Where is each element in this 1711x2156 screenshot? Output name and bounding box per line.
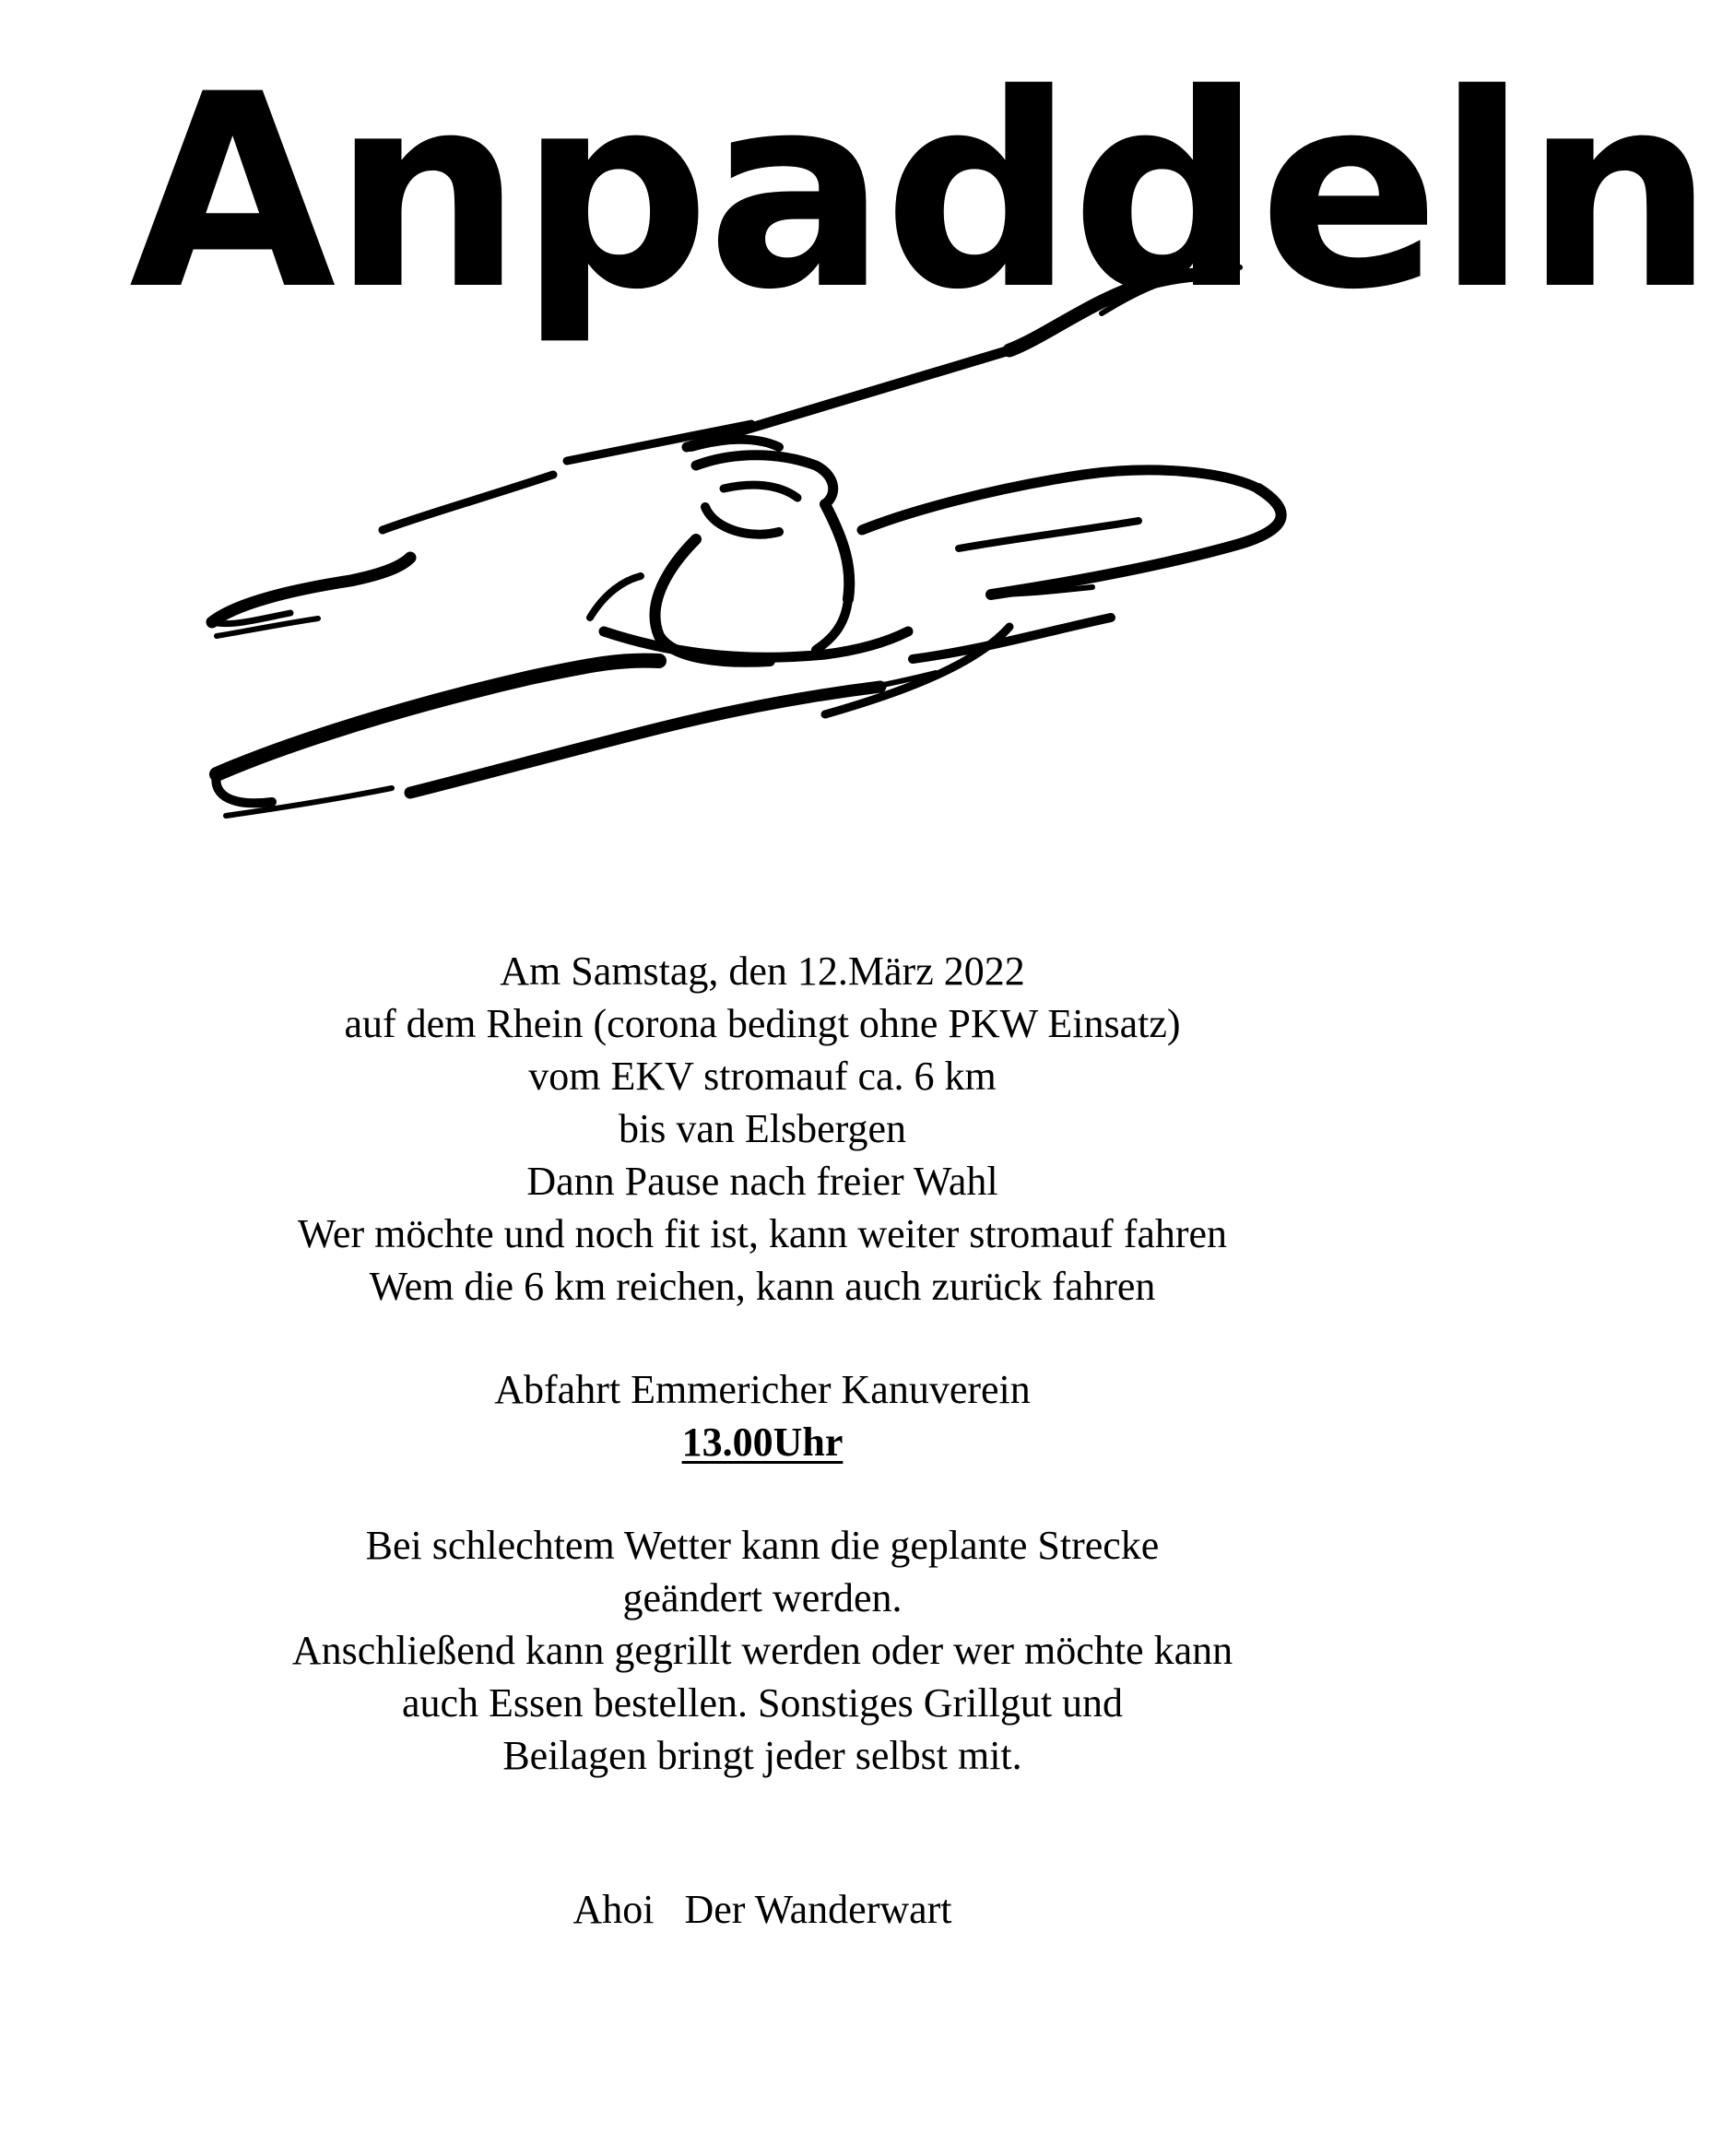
- signature: Ahoi Der Wanderwart: [572, 1887, 952, 1932]
- event-line: Wem die 6 km reichen, kann auch zurück fahren: [369, 1264, 1156, 1309]
- event-line: bis van Elsbergen: [618, 1106, 907, 1151]
- event-details: [0, 945, 1525, 1936]
- note-line: Beilagen bringt jeder selbst mit.: [502, 1733, 1022, 1778]
- event-line: auf dem Rhein (corona bedingt ohne PKW Einsatz): [344, 1001, 1181, 1046]
- note-line: Anschließend kann gegrillt werden oder wer möchte kann: [291, 1628, 1233, 1673]
- note-line: geändert werden.: [622, 1575, 903, 1620]
- event-line: Wer möchte und noch fit ist, kann weiter stromauf fahren: [297, 1211, 1228, 1256]
- poster-title-text: Anpaddeln: [129, 38, 1711, 348]
- note-line: auch Essen bestellen. Sonstiges Grillgut und: [401, 1680, 1124, 1726]
- kayaker-icon: [180, 263, 1387, 857]
- event-line: Dann Pause nach freier Wahl: [526, 1159, 998, 1204]
- note-line: Bei schlechtem Wetter kann die geplante Strecke: [365, 1523, 1160, 1568]
- departure-time: 13.00Uhr: [681, 1420, 844, 1465]
- departure-label: Abfahrt Emmericher Kanuverein: [494, 1367, 1031, 1412]
- event-line: Am Samstag, den 12.März 2022: [500, 948, 1025, 994]
- event-line: vom EKV stromauf ca. 6 km: [528, 1054, 997, 1099]
